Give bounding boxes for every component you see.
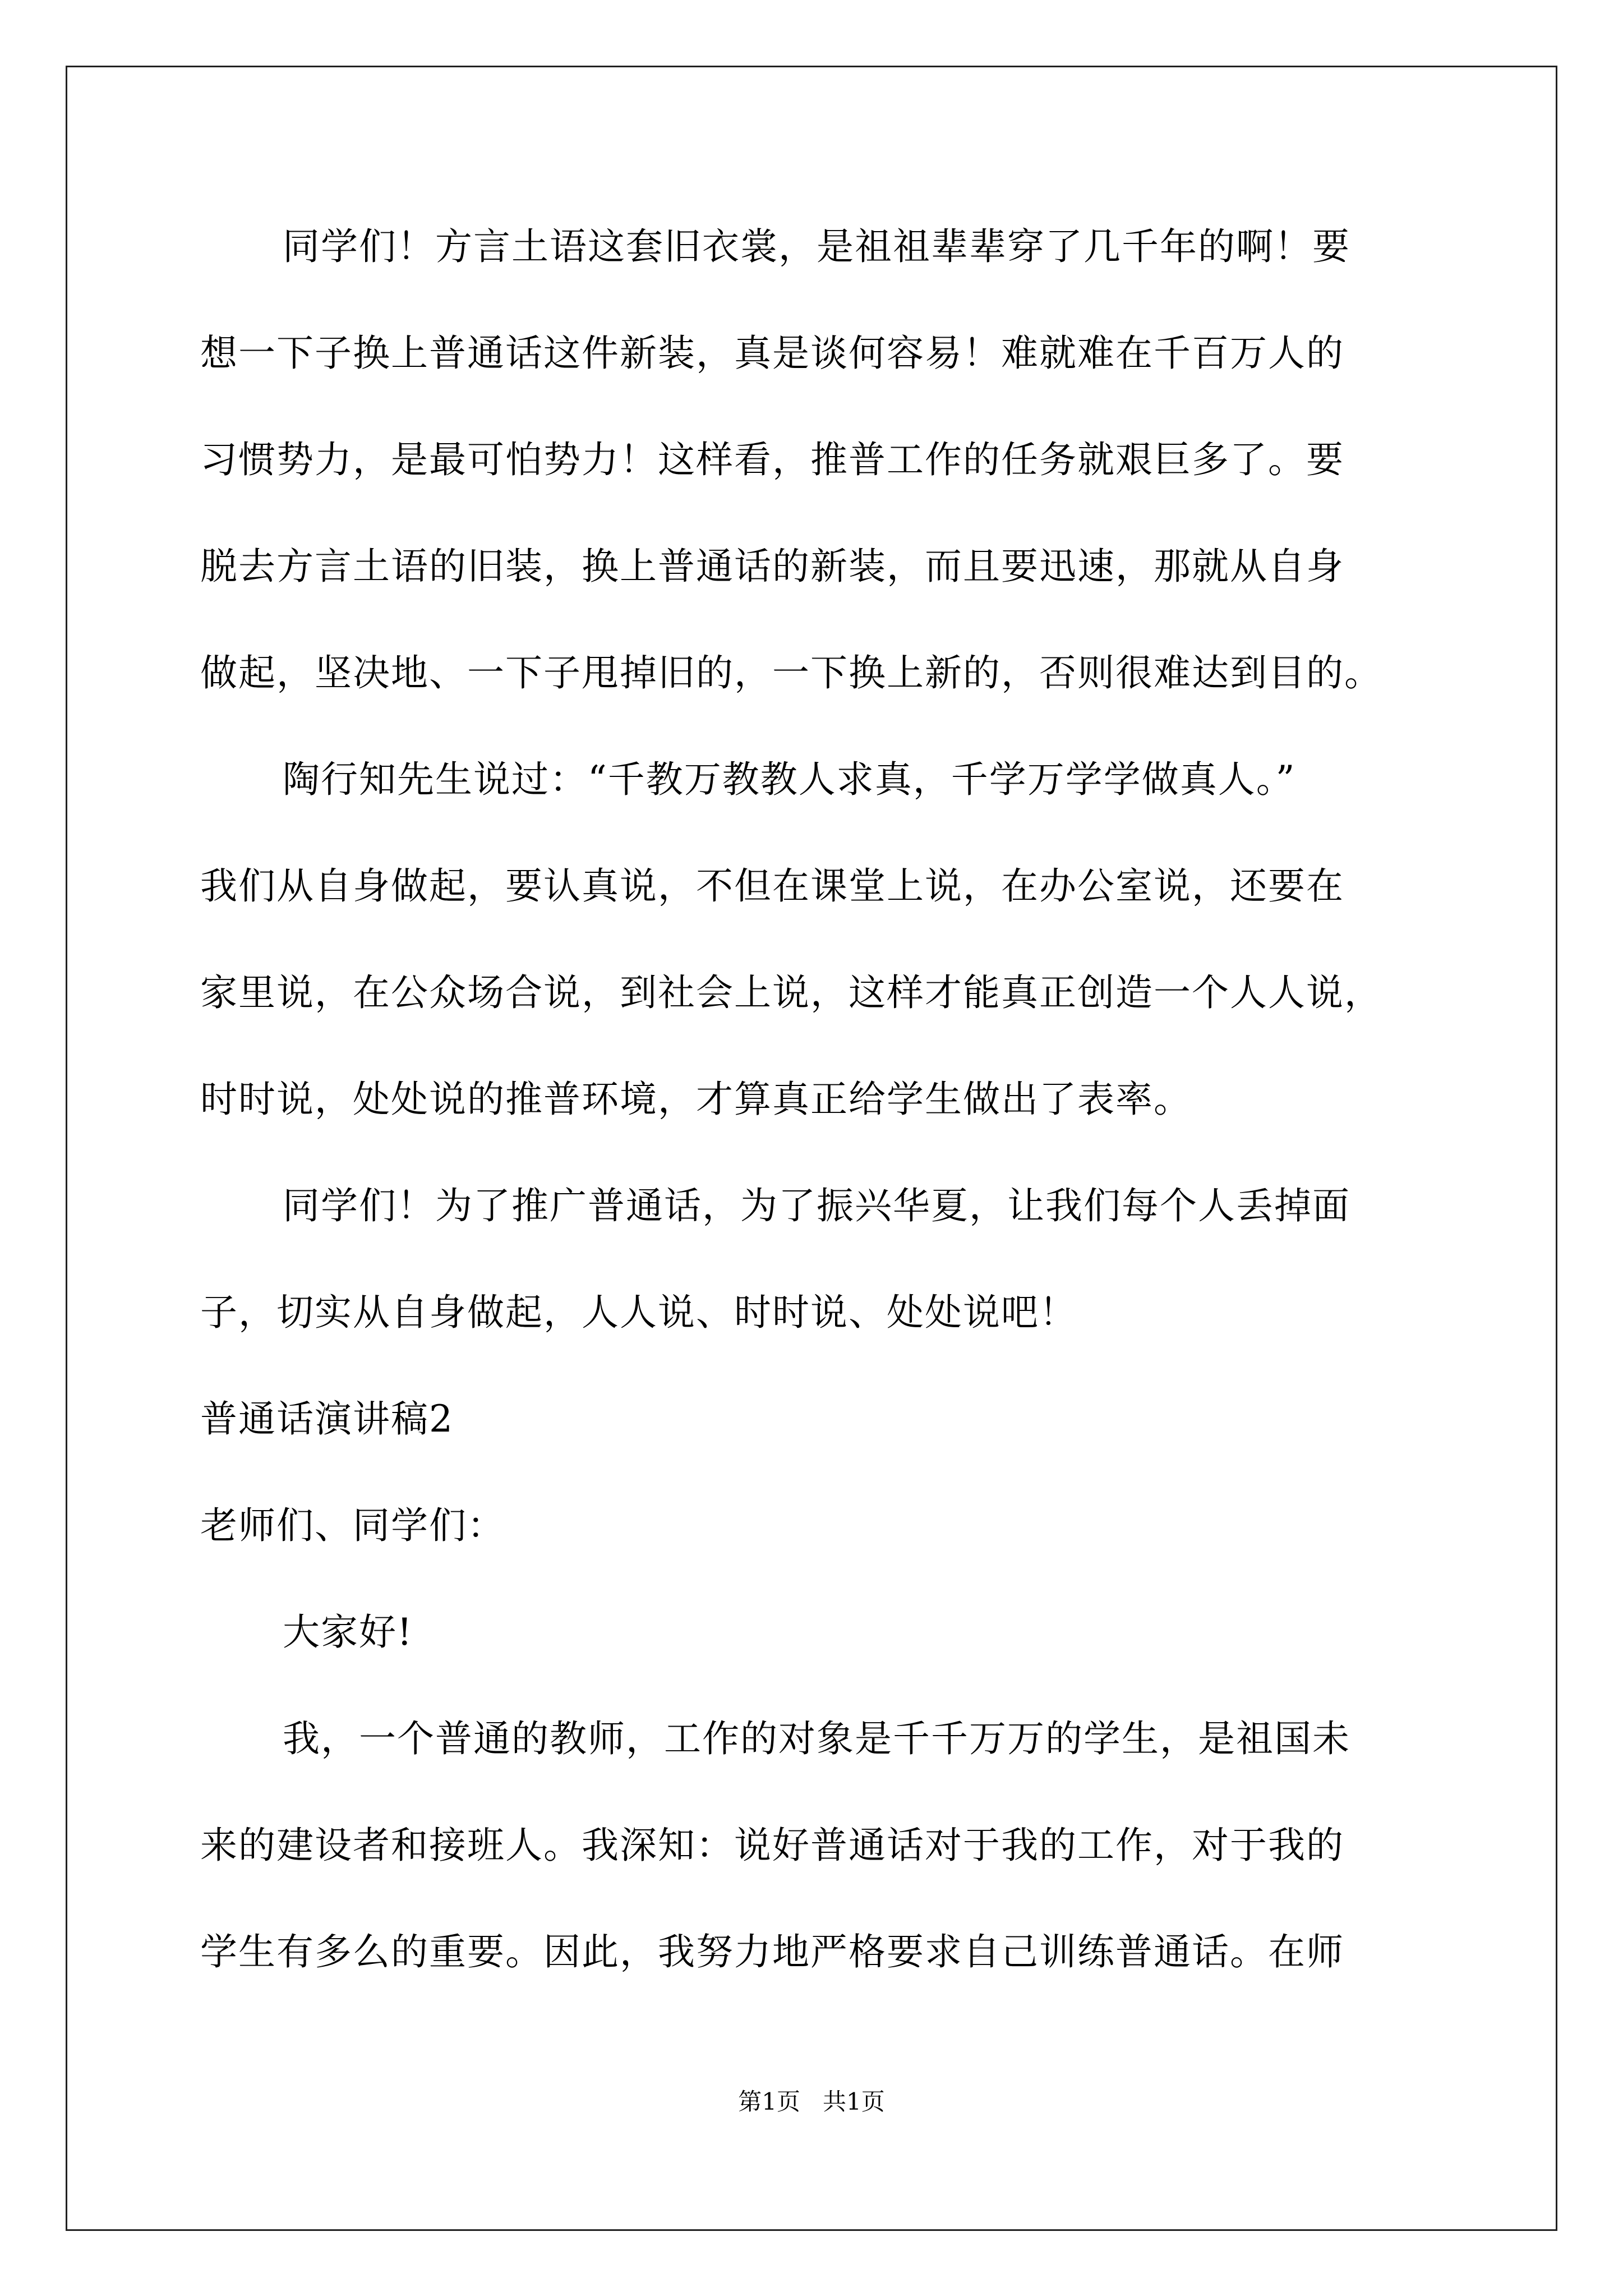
paragraph-line: 家里说，在公众场合说，到社会上说，这样才能真正创造一个人人说，	[200, 971, 1382, 1014]
paragraph-line: 子，切实从自身做起，人人说、时时说、处处说吧！	[200, 1291, 1077, 1334]
paragraph-line: 时时说，处处说的推普环境，才算真正给学生做出了表率。	[200, 1078, 1192, 1121]
salutation: 老师们、同学们：	[200, 1504, 505, 1547]
greeting: 大家好!	[283, 1611, 413, 1654]
paragraph-line: 陶行知先生说过：“千教万教教人求真，千学万学学做真人。”	[283, 758, 1296, 801]
page-border	[66, 66, 1557, 2231]
paragraph-line: 来的建设者和接班人。我深知：说好普通话对于我的工作，对于我的	[200, 1824, 1344, 1867]
paragraph-line: 想一下子换上普通话这件新装，真是谈何容易！难就难在千百万人的	[200, 332, 1344, 375]
paragraph-line: 我们从自身做起，要认真说，不但在课堂上说，在办公室说，还要在	[200, 864, 1344, 908]
paragraph-line: 同学们！方言土语这套旧衣裳，是祖祖辈辈穿了几千年的啊！要	[283, 225, 1350, 268]
paragraph-line: 我，一个普通的教师，工作的对象是千千万万的学生，是祖国未	[283, 1717, 1350, 1760]
section-heading: 普通话演讲稿2	[200, 1397, 454, 1441]
page-footer: 第1页 共1页	[738, 2088, 885, 2115]
paragraph-line: 习惯势力，是最可怕势力！这样看，推普工作的任务就艰巨多了。要	[200, 438, 1344, 481]
paragraph-line: 同学们！为了推广普通话，为了振兴华夏，让我们每个人丢掉面	[283, 1184, 1350, 1227]
paragraph-line: 做起，坚决地、一下子甩掉旧的，一下换上新的，否则很难达到目的。	[200, 651, 1382, 694]
paragraph-line: 脱去方言土语的旧装，换上普通话的新装，而且要迅速，那就从自身	[200, 545, 1344, 588]
paragraph-line: 学生有多么的重要。因此，我努力地严格要求自己训练普通话。在师	[200, 1930, 1344, 1973]
